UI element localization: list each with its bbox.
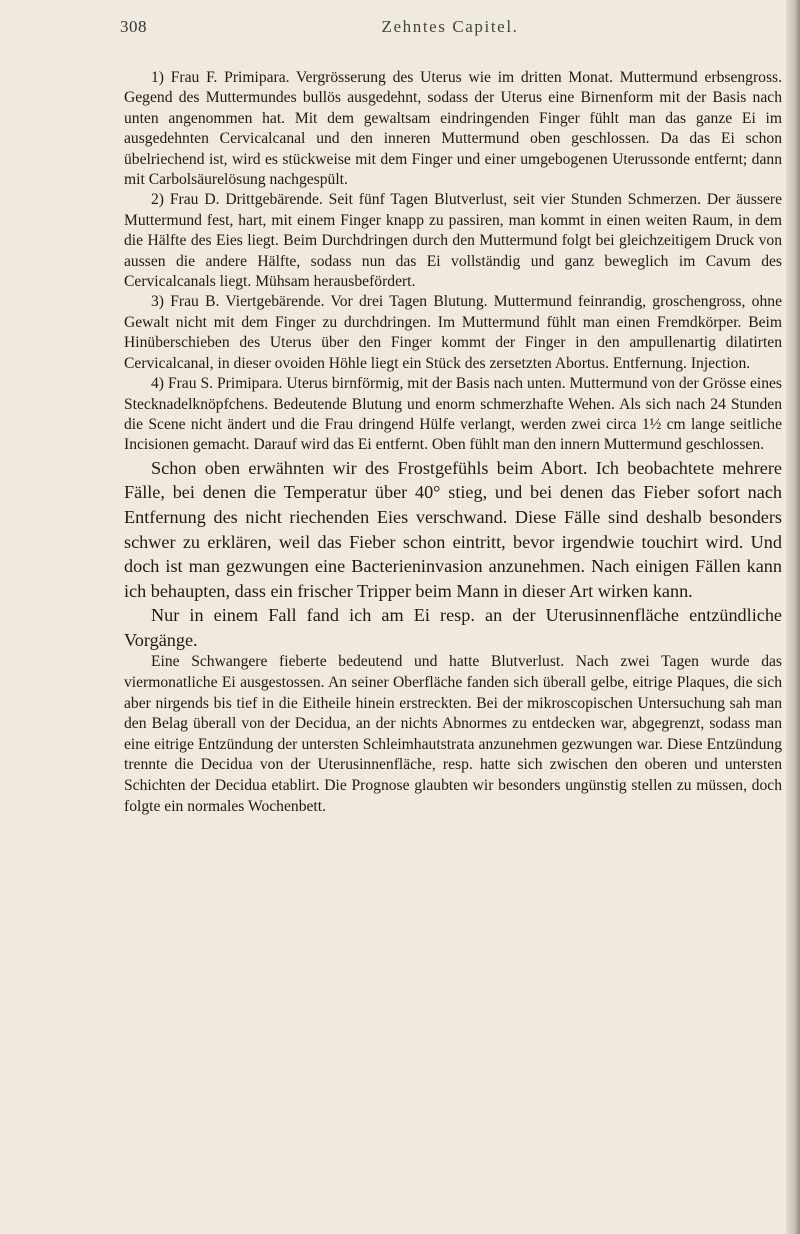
paragraph-frostgefuehl: Schon oben erwähnten wir des Frostgefühls beim Abort. Ich beobachtete mehrere Fälle, bei denen die Temperatur über 40° stieg, und bei denen das Fieber sofort nach Entfernung des nicht riechenden Eies verschwand. Diese Fälle sind deshalb besonders schwer zu erklären, weil das Fieber schon eintritt, bevor irgendwie touchirt wird. Und doch ist man gezwungen eine Bacterieninvasion anzunehmen. Nach einigen Fällen kann ich behaupten, dass ein frischer Tripper beim Mann in dieser Art wirken kann.	[124, 457, 782, 601]
page-edge	[786, 0, 800, 1234]
case-3: 3) Frau B. Viertgebärende. Vor drei Tagen Blutung. Muttermund feinrandig, groschengross, ohne Gewalt nicht mit dem Finger zu durchdringen. Im Muttermund fühlt man einen Fremdkörper. Beim Hinüberschieben des Uterus über den Finger kommt der Finger in den ampullenartig dilatirten Cervicalcanal, in dieser ovoiden Höhle liegt ein Stück des zersetzten Abortus. Entfernung. Injection.	[124, 293, 782, 372]
page-header	[120, 17, 780, 41]
main-text	[124, 456, 782, 653]
page-body	[124, 68, 782, 817]
paragraph-entzuendung: Nur in einem Fall fand ich am Ei resp. an der Uterusinnenfläche entzündliche Vorgänge.	[124, 605, 782, 650]
case-4: 4) Frau S. Primipara. Uterus birnförmig, mit der Basis nach unten. Muttermund von der Grösse eines Stecknadelknöpfchens. Bedeutende Blutung und enorm schmerzhafte Wehen. Als sich nach 24 Stunden die Scene nicht ändert und die Frau dringend Hülfe verlangt, werden zwei circa 1½ cm lange seitliche Incisionen gemacht. Darauf wird das Ei entfernt. Oben fühlt man den innern Muttermund geschlossen.	[124, 375, 782, 454]
running-title: Zehntes Capitel.	[381, 17, 519, 36]
case-list	[124, 68, 782, 456]
case-1: 1) Frau F. Primipara. Vergrösserung des Uterus wie im dritten Monat. Muttermund erbsengross. Gegend des Muttermundes bullös ausgedehnt, sodass der Uterus eine Birnenform mit der Basis nach unten angenommen hat. Mit dem gewaltsam eindringenden Finger fühlt man das ganze Ei im ausgedehnten Cervicalcanal und den inneren Muttermund oben geschlossen. Da das Ei schon übelriechend ist, wird es stückweise mit dem Finger und einer umgebogenen Uterussonde entfernt; dann mit Carbolsäurelösung nachgespült.	[124, 69, 782, 189]
page-number: 308	[120, 17, 147, 36]
case-report	[124, 652, 782, 817]
paragraph-schwangere: Eine Schwangere fieberte bedeutend und hatte Blutverlust. Nach zwei Tagen wurde das viermonatliche Ei ausgestossen. An seiner Oberfläche fanden sich überall gelbe, eitrige Plaques, die sich aber nirgends bis tief in die Eitheile hinein erstreckten. Bei der mikroscopischen Untersuchung sah man den Belag überall von der Decidua, an der nichts Abnormes zu entdecken war, abgegrenzt, sodass man eine eitrige Entzündung der untersten Schleimhautstrata anzunehmen gezwungen war. Diese Entzündung trennte die Decidua von der Uterusinnenfläche, resp. hatte sich zwischen den oberen und untersten Schichten der Decidua etablirt. Die Prognose glaubten wir besonders ungünstig stellen zu müssen, doch folgte ein normales Wochenbett.	[124, 653, 782, 815]
case-2: 2) Frau D. Drittgebärende. Seit fünf Tagen Blutverlust, seit vier Stunden Schmerzen. Der äussere Muttermund fest, hart, mit einem Finger knapp zu passiren, man kommt in einen weiten Raum, in dem die Hälfte des Eies liegt. Beim Durchdringen durch den Muttermund folgt bei gleichzeitigem Druck von aussen die andere Hälfte, sodass nun das Ei vollständig und ganz beweglich im Cavum des Cervicalcanals liegt. Mühsam herausbefördert.	[124, 191, 782, 291]
